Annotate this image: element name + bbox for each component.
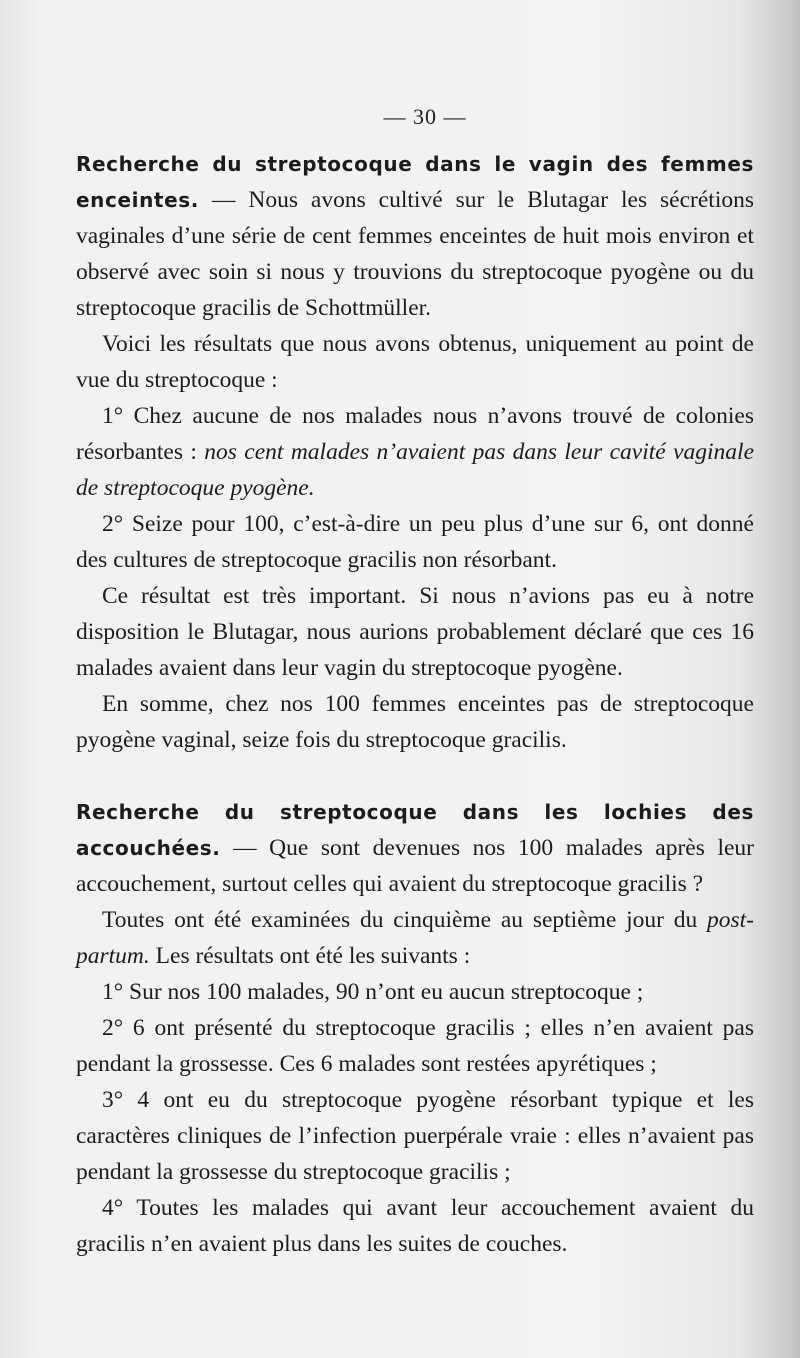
section2-paragraph-2-start: Toutes ont été examinées du cinquième au septième jour du — [102, 907, 698, 933]
section2-intro-paragraph — [76, 794, 754, 902]
section1-paragraph-2: Voici les résultats que nous avons obtenus, uniquement au point de vue du streptocoque : — [76, 331, 754, 393]
section1-paragraph-6: En somme, chez nos 100 femmes enceintes pas de streptocoque pyogène vaginal, seize fois du streptocoque gracilis. — [76, 691, 754, 753]
section2-list-item-4: 4° Toutes les malades qui avant leur accouchement avaient du gracilis n’en avaient plus dans les suites de couches. — [76, 1195, 754, 1257]
section1-paragraph-3-text: 1° Chez aucune de nos malades nous n’avons trouvé de colonies résorbantes : — [76, 403, 754, 465]
section2-list-item-2: 2° 6 ont présenté du streptocoque gracilis ; elles n’en avaient pas pendant la grossesse. Ces 6 malades sont restées apyrétiques ; — [76, 1015, 754, 1077]
section-spacer — [76, 758, 754, 794]
section2-paragraph-2-end: Les résultats ont été les suivants : — [155, 943, 471, 969]
page-text — [76, 104, 754, 1262]
section1-paragraph-5: Ce résultat est très important. Si nous n’avions pas eu à notre disposition le Blutagar, nous aurions probablement déclaré que ces 16 malades avaient dans leur vagin du streptocoque pyogène. — [76, 583, 754, 681]
section1-intro-paragraph — [76, 146, 754, 326]
section1-heading: Recherche du streptocoque dans le vagin des femmes enceintes. — [76, 152, 754, 212]
section2-list-item-1: 1° Sur nos 100 malades, 90 n’ont eu aucun streptocoque ; — [102, 979, 644, 1005]
section1-paragraph-3-italic: nos cent malades n’avaient pas dans leur cavité vaginale de streptocoque pyogène. — [76, 439, 755, 501]
section2-paragraph-2-italic: post-partum. — [76, 907, 754, 969]
section2-paragraph-2 — [76, 902, 754, 974]
page-number: — 30 — — [383, 104, 467, 129]
section2-intro-text: — Que sont devenues nos 100 malades après leur accouchement, surtout celles qui avaient du streptocoque gracilis ? — [76, 835, 754, 897]
section2-heading: Recherche du streptocoque dans les lochies des accouchées. — [76, 800, 754, 860]
section1-paragraph-3 — [76, 398, 754, 506]
section2-list-item-3: 3° 4 ont eu du streptocoque pyogène résorbant typique et les caractères cliniques de l’infection puerpérale vraie : elles n’avaient pas pendant la grossesse du streptocoque gracilis ; — [76, 1087, 754, 1185]
section1-paragraph-4: 2° Seize pour 100, c’est-à-dire un peu plus d’une sur 6, ont donné des cultures de streptocoque gracilis non résorbant. — [76, 511, 754, 573]
section1-intro-text: — Nous avons cultivé sur le Blutagar les sécrétions vaginales d’une série de cent femmes enceintes de huit mois environ et observé avec soin si nous y trouvions du streptocoque pyogène ou du streptocoque gracilis de Schottmüller. — [76, 187, 755, 321]
